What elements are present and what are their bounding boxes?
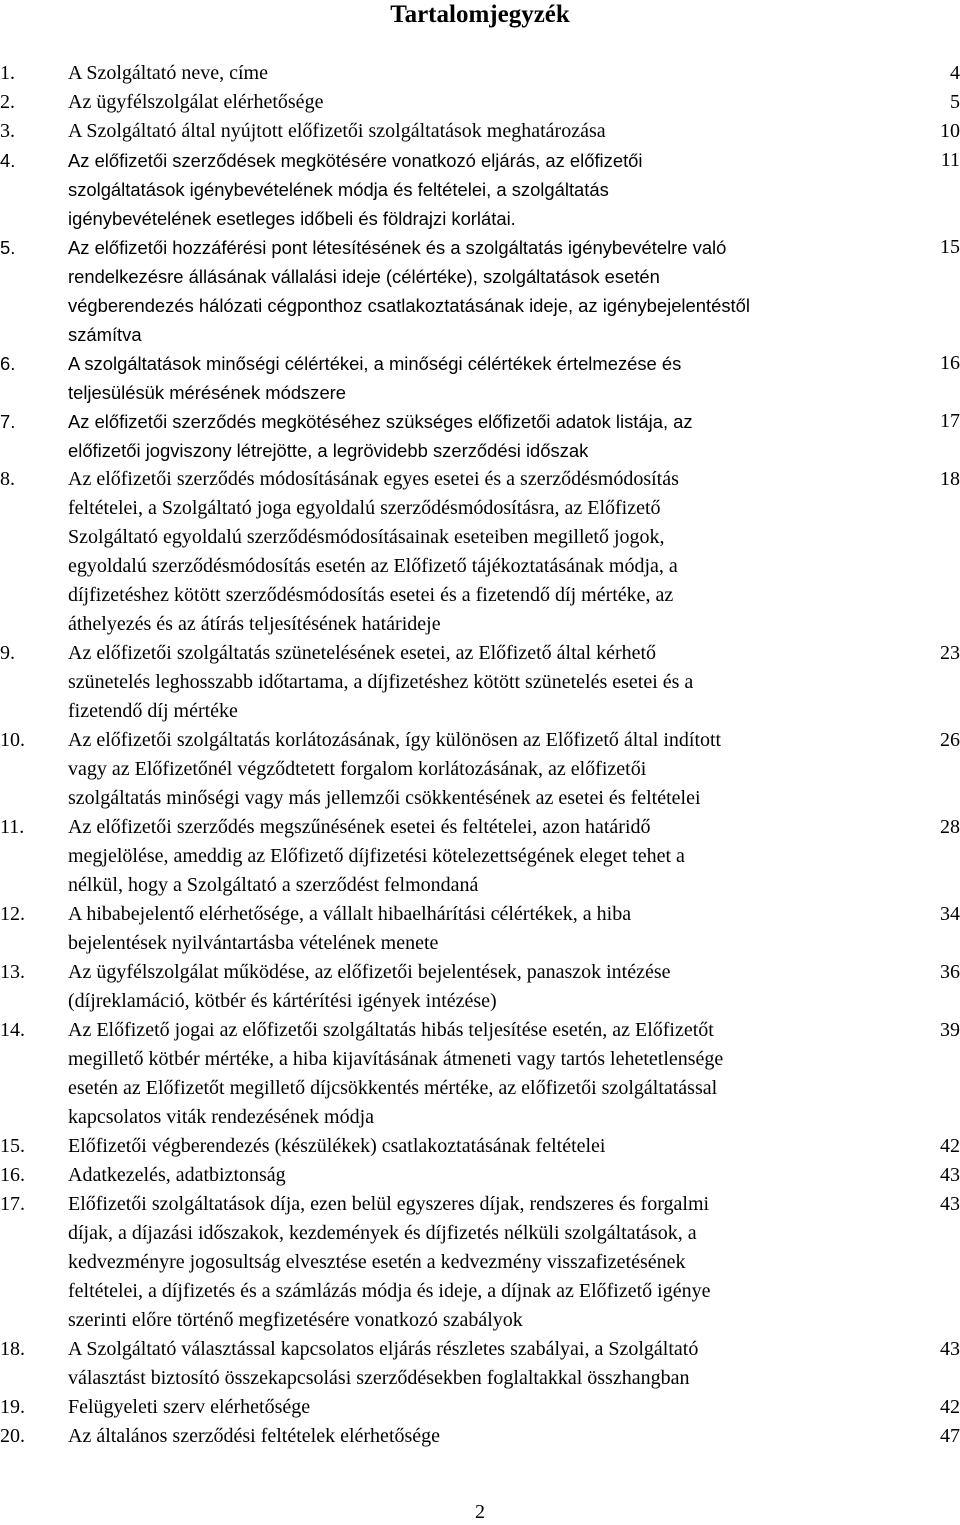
toc-entry-title: [68, 1335, 892, 1393]
toc-entry-title-line: díjfizetéshez kötött szerződésmódosítás esetei és a fizetendő díj mértéke, az: [68, 584, 674, 606]
toc-entry[interactable]: [0, 233, 960, 349]
toc-entry-title: [68, 407, 892, 465]
toc-entry-number: 15.: [0, 1135, 25, 1157]
toc-entry[interactable]: [0, 639, 960, 726]
toc-entry-page-number: 18: [940, 468, 960, 490]
toc-entry-title-line: előfizetői jogviszony létrejötte, a legrövidebb szerződési időszak: [68, 440, 589, 461]
page-number: 2: [475, 1501, 485, 1523]
toc-entry-title-line: rendelkezésre állásának vállalási ideje (célértéke), szolgáltatások esetén: [68, 266, 660, 287]
toc-entry-title-line: A Szolgáltató által nyújtott előfizetői szolgáltatások meghatározása: [68, 120, 606, 142]
toc-entry-title-line: Az előfizetői szerződések megkötésére vonatkozó eljárás, az előfizetői: [68, 150, 643, 171]
toc-entry-title-line: feltételei, a Szolgáltató joga egyoldalú szerződésmódosításra, az Előfizető: [68, 497, 661, 519]
toc-entry-page-number: 26: [940, 729, 960, 751]
toc-entry-title-line: vagy az Előfizetőnél végződtetett forgalom korlátozásának, az előfizetői: [68, 758, 647, 780]
toc-entry-number: 11.: [0, 816, 25, 838]
toc-entry-title: [68, 1132, 892, 1161]
toc-entry-number: 12.: [0, 903, 25, 925]
toc-entry[interactable]: [0, 1393, 960, 1422]
toc-entry-page-number: 16: [940, 352, 960, 374]
toc-entry-title-line: Szolgáltató egyoldalú szerződésmódosításainak eseteiben megillető jogok,: [68, 526, 665, 548]
toc-entry-number: 14.: [0, 1019, 25, 1041]
toc-entry-title-line: díjak, a díjazási időszakok, kezdemények és díjfizetés nélküli szolgáltatások, a: [68, 1222, 697, 1244]
toc-entry-title-line: megjelölése, ameddig az Előfizető díjfizetési kötelezettségének eleget tehet a: [68, 845, 685, 867]
toc-entry-title: [68, 349, 892, 407]
toc-entry-page-number: 23: [940, 642, 960, 664]
toc-entry-title-line: Adatkezelés, adatbiztonság: [68, 1164, 286, 1186]
toc-entry-title: [68, 146, 892, 233]
toc-entry-number: 16.: [0, 1164, 25, 1186]
toc-entry-title-line: A hibabejelentő elérhetősége, a vállalt hibaelhárítási célértékek, a hiba: [68, 903, 632, 925]
toc-entry[interactable]: [0, 726, 960, 813]
toc-entry-page-number: 47: [940, 1425, 960, 1447]
toc-entry-title-line: végberendezés hálózati cégponthoz csatlakoztatásának ideje, az igénybejelentéstől: [68, 295, 750, 316]
toc-entry-title-line: Előfizetői végberendezés (készülékek) csatlakoztatásának feltételei: [68, 1135, 606, 1157]
toc-entry-number: 13.: [0, 961, 25, 983]
toc-entry[interactable]: [0, 146, 960, 233]
toc-entry-title-line: bejelentések nyilvántartásba vételének menete: [68, 932, 439, 954]
toc-entry-number: 1.: [0, 62, 15, 84]
toc-entry[interactable]: [0, 900, 960, 958]
toc-entry-title: [68, 88, 892, 117]
toc-entry-page-number: 11: [940, 149, 960, 171]
toc-entry-title: [68, 465, 892, 639]
toc-entry-title-line: Az előfizetői szerződés módosításának egyes esetei és a szerződésmódosítás: [68, 468, 679, 490]
toc-entry-page-number: 15: [940, 236, 960, 258]
toc-entry-number: 5.: [0, 237, 16, 258]
toc-entry-title-line: Az előfizetői szolgáltatás szünetelésének esetei, az Előfizető által kérhető: [68, 642, 657, 664]
toc-entry-page-number: 10: [940, 120, 960, 142]
toc-entry-number: 17.: [0, 1193, 25, 1215]
toc-entry[interactable]: [0, 407, 960, 465]
toc-entry-number: 20.: [0, 1425, 25, 1447]
toc-entry-title-line: esetén az Előfizetőt megillető díjcsökkentés mértéke, az előfizetői szolgáltatással: [68, 1077, 718, 1099]
toc-entry-number: 3.: [0, 120, 15, 142]
toc-entry-title-line: teljesülésük mérésének módszere: [68, 382, 347, 403]
toc-entry[interactable]: [0, 1422, 960, 1451]
toc-entry-title: [68, 726, 892, 813]
toc-entry-title-line: fizetendő díj mértéke: [68, 700, 238, 722]
toc-entry[interactable]: [0, 465, 960, 639]
toc-entry[interactable]: [0, 1190, 960, 1335]
toc-entry-title: [68, 1190, 892, 1335]
toc-entry[interactable]: [0, 88, 960, 117]
toc-entry-title-line: választást biztosító összekapcsolási szerződésekben foglaltakkal összhangban: [68, 1367, 690, 1389]
toc-entry-title: [68, 900, 892, 958]
toc-entry-title: [68, 639, 892, 726]
toc-entry-title: [68, 1393, 892, 1422]
toc-entry-title-line: A Szolgáltató neve, címe: [68, 62, 268, 84]
toc-entry[interactable]: [0, 1161, 960, 1190]
toc-entry-number: 18.: [0, 1338, 25, 1360]
toc-entry-title: [68, 117, 892, 146]
toc-entry[interactable]: [0, 813, 960, 900]
toc-entry-title: [68, 1016, 892, 1132]
toc-entry-title-line: Előfizetői szolgáltatások díja, ezen belül egyszeres díjak, rendszeres és forgalmi: [68, 1193, 710, 1215]
toc-entry-title-line: A szolgáltatások minőségi célértékei, a minőségi célértékek értelmezése és: [68, 353, 682, 374]
toc-entry-number: 6.: [0, 353, 16, 374]
toc-entry-title: [68, 813, 892, 900]
toc-entry-number: 8.: [0, 468, 15, 490]
toc-entry-title-line: Az előfizetői szolgáltatás korlátozásának, így különösen az Előfizető által indított: [68, 729, 722, 751]
toc-entry-title-line: Az előfizetői szerződés megszűnésének esetei és feltételei, azon határidő: [68, 816, 651, 838]
toc-entry-page-number: 4: [950, 62, 960, 84]
toc-entry[interactable]: [0, 1132, 960, 1161]
toc-entry-title-line: számítva: [68, 324, 142, 345]
toc-entry-number: 19.: [0, 1396, 25, 1418]
toc-entry-page-number: 43: [940, 1164, 960, 1186]
toc-entry-page-number: 42: [940, 1396, 960, 1418]
toc-entry-number: 10.: [0, 729, 25, 751]
toc-entry-title-line: Az előfizetői szerződés megkötéséhez szükséges előfizetői adatok listája, az: [68, 411, 693, 432]
toc-entry-number: 7.: [0, 411, 16, 432]
toc-entry[interactable]: [0, 349, 960, 407]
toc-entry-title-line: Az ügyfélszolgálat működése, az előfizetői bejelentések, panaszok intézése: [68, 961, 671, 983]
table-of-contents: [0, 59, 960, 1451]
toc-entry[interactable]: [0, 1335, 960, 1393]
toc-entry-title-line: szolgáltatás minőségi vagy más jellemzői csökkentésének az esetei és feltételei: [68, 787, 701, 809]
toc-entry-title-line: A Szolgáltató választással kapcsolatos eljárás részletes szabályai, a Szolgáltató: [68, 1338, 699, 1360]
toc-entry-title-line: megillető kötbér mértéke, a hiba kijavításának átmeneti vagy tartós lehetetlensége: [68, 1048, 724, 1070]
toc-entry-title-line: Az előfizetői hozzáférési pont létesítésének és a szolgáltatás igénybevételre való: [68, 237, 727, 258]
toc-entry-page-number: 43: [940, 1338, 960, 1360]
toc-entry-title: [68, 1422, 892, 1451]
toc-entry-title-line: egyoldalú szerződésmódosítás esetén az Előfizető tájékoztatásának módja, a: [68, 555, 678, 577]
toc-entry-page-number: 42: [940, 1135, 960, 1157]
toc-entry-page-number: 5: [950, 91, 960, 113]
toc-entry-title-line: szerinti előre történő megfizetésére vonatkozó szabályok: [68, 1309, 523, 1331]
toc-entry[interactable]: [0, 59, 960, 88]
toc-entry-page-number: 36: [940, 961, 960, 983]
toc-entry-title: [68, 958, 892, 1016]
page-title: Tartalomjegyzék: [390, 1, 570, 28]
toc-entry-title-line: Az általános szerződési feltételek elérhetősége: [68, 1425, 441, 1447]
toc-entry-number: 2.: [0, 91, 15, 113]
toc-entry-number: 9.: [0, 642, 15, 664]
toc-entry[interactable]: [0, 958, 960, 1016]
toc-entry-title-line: Az ügyfélszolgálat elérhetősége: [68, 91, 324, 113]
toc-entry-title-line: nélkül, hogy a Szolgáltató a szerződést felmondaná: [68, 874, 479, 896]
toc-entry-page-number: 34: [940, 903, 960, 925]
toc-entry-page-number: 17: [940, 410, 960, 432]
toc-entry-title: [68, 59, 892, 88]
toc-entry[interactable]: [0, 1016, 960, 1132]
toc-entry-title-line: Az Előfizető jogai az előfizetői szolgáltatás hibás teljesítése esetén, az Előfizetőt: [68, 1019, 714, 1041]
toc-entry-title-line: kapcsolatos viták rendezésének módja: [68, 1106, 374, 1128]
toc-entry-title: [68, 233, 892, 349]
toc-entry-title-line: feltételei, a díjfizetés és a számlázás módja és ideje, a díjnak az Előfizető igénye: [68, 1280, 711, 1302]
toc-entry-title-line: kedvezményre jogosultság elvesztése esetén a kedvezmény visszafizetésének: [68, 1251, 686, 1273]
toc-entry-page-number: 39: [940, 1019, 960, 1041]
toc-entry-number: 4.: [0, 150, 16, 171]
toc-entry-title: [68, 1161, 892, 1190]
toc-entry-title-line: szünetelés leghosszabb időtartama, a díjfizetéshez kötött szünetelés esetei és a: [68, 671, 694, 693]
toc-entry-title-line: (díjreklamáció, kötbér és kártérítési igények intézése): [68, 990, 497, 1012]
toc-entry-title-line: Felügyeleti szerv elérhetősége: [68, 1396, 311, 1418]
toc-entry-title-line: szolgáltatások igénybevételének módja és feltételei, a szolgáltatás: [68, 179, 609, 200]
toc-entry[interactable]: [0, 117, 960, 146]
toc-entry-title-line: igénybevételének esetleges időbeli és földrajzi korlátai.: [68, 208, 516, 229]
toc-entry-page-number: 43: [940, 1193, 960, 1215]
toc-entry-title-line: áthelyezés és az átírás teljesítésének határideje: [68, 613, 441, 635]
toc-entry-page-number: 28: [940, 816, 960, 838]
